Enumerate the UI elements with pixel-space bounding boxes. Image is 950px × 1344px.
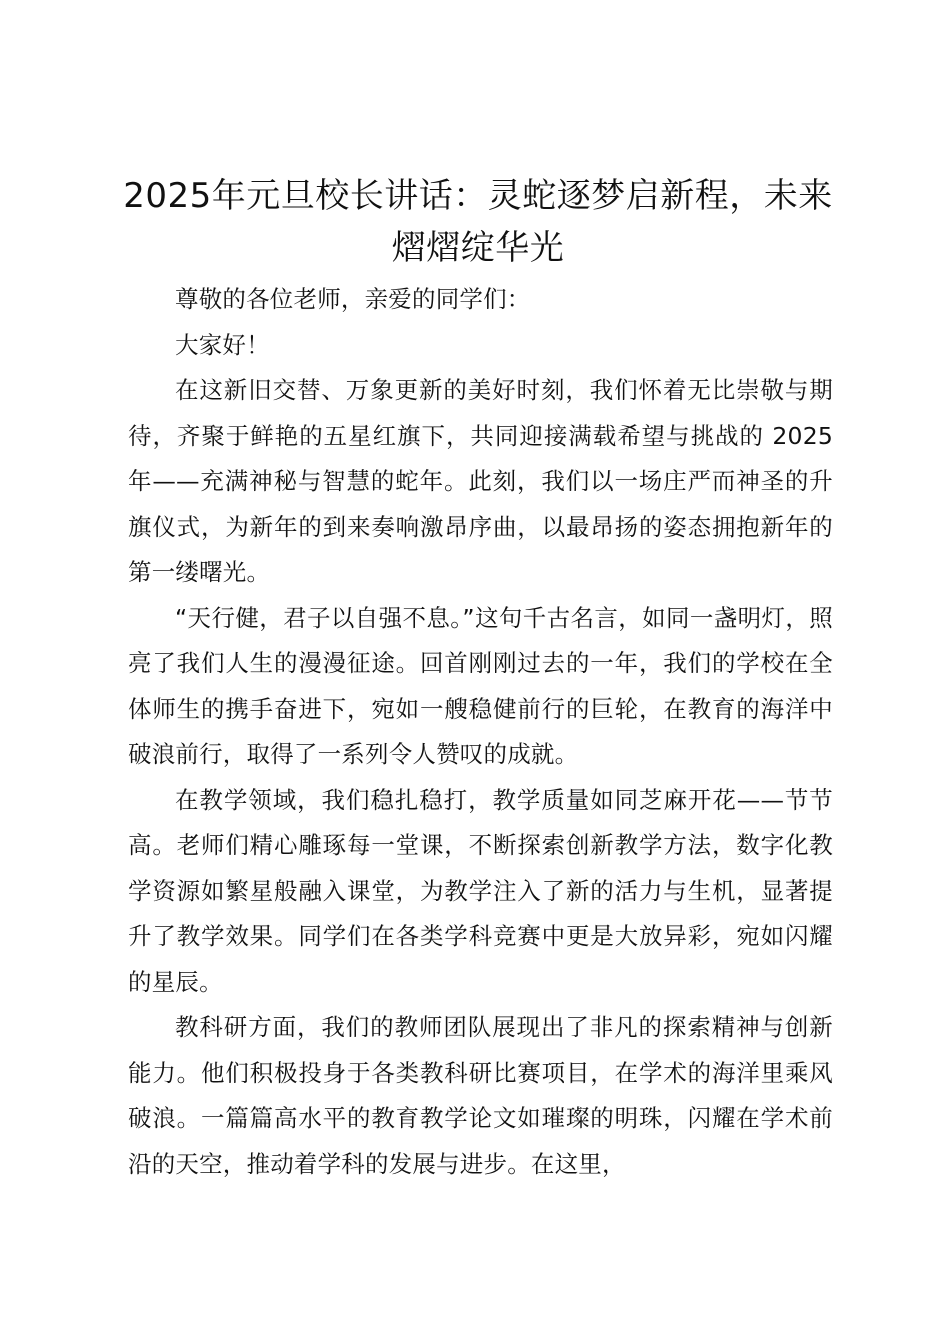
- body-paragraph: “天行健，君子以自强不息。”这句千古名言，如同一盏明灯，照亮了我们人生的漫漫征途。回首刚刚过去的一年，我们的学校在全体师生的携手奋进下，宛如一艘稳健前行的巨轮，在教育的海洋中破浪前行，取得了一系列令人赞叹的成就。: [128, 603, 833, 768]
- salutation-paragraph: 尊敬的各位老师，亲爱的同学们：: [175, 285, 531, 313]
- document-title: 2025年元旦校长讲话：灵蛇逐梦启新程，未来熠熠绽华光: [123, 176, 833, 268]
- body-paragraph: 在教学领域，我们稳扎稳打，教学质量如同芝麻开花——节节高。老师们精心雕琢每一堂课，不断探索创新教学方法，数字化教学资源如繁星般融入课堂，为教学注入了新的活力与生机，显著提升了教学效果。同学们在各类学科竞赛中更是大放异彩，宛如闪耀的星辰。: [128, 785, 833, 996]
- body-paragraph: 教科研方面，我们的教师团队展现出了非凡的探索精神与创新能力。他们积极投身于各类教科研比赛项目，在学术的海洋里乘风破浪。一篇篇高水平的教育教学论文如璀璨的明珠，闪耀在学术前沿的天空，推动着学科的发展与进步。在这里，: [128, 1013, 833, 1178]
- body-paragraph: 在这新旧交替、万象更新的美好时刻，我们怀着无比崇敬与期待，齐聚于鲜艳的五星红旗下，共同迎接满载希望与挑战的 2025 年——充满神秘与智慧的蛇年。此刻，我们以一场庄严而神圣的升旗仪式，为新年的到来奏响激昂序曲，以最昂扬的姿态拥抱新年的第一缕曙光。: [128, 376, 833, 586]
- document-body: [128, 277, 833, 1187]
- greeting-paragraph: 大家好！: [175, 330, 270, 359]
